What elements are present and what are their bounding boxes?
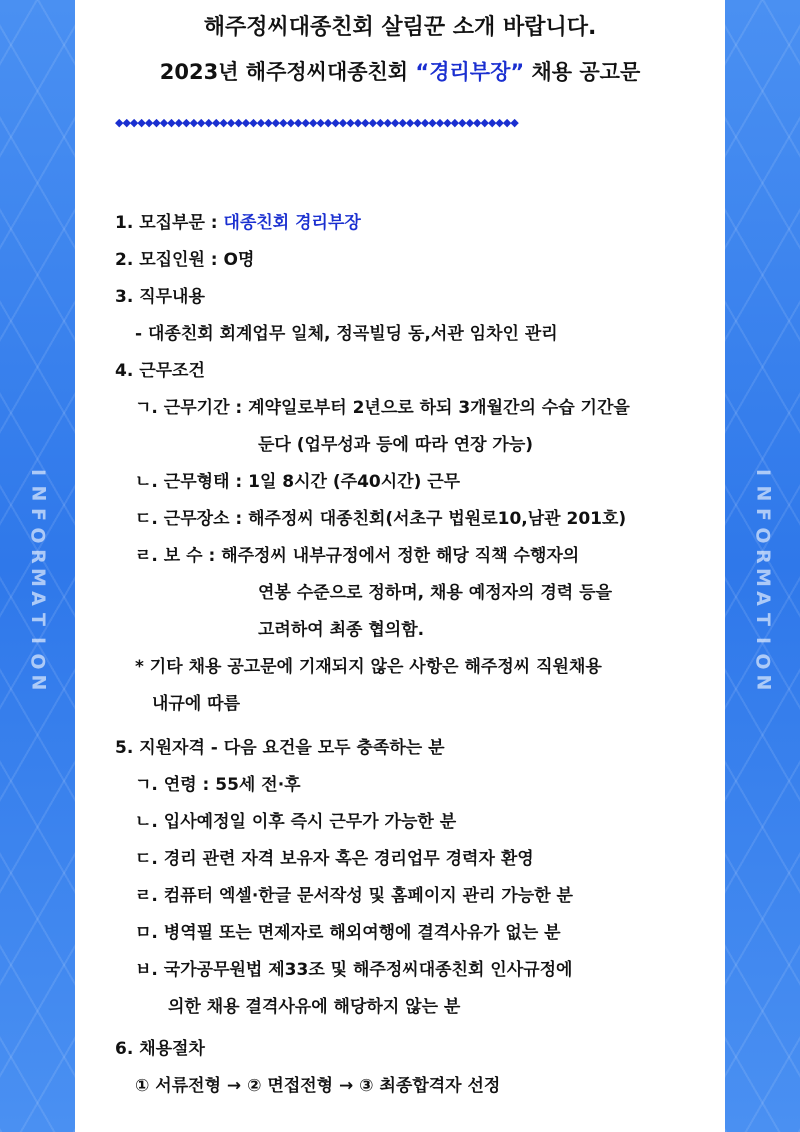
section-4-period: ㄱ. 근무기간 : 계약일로부터 2년으로 하되 3개월간의 수습 기간을 [135, 398, 630, 418]
side-label-letter: T [752, 613, 774, 626]
section-3-item: - 대종친회 회계업무 일체, 정곡빌딩 동,서관 임차인 관리 [135, 324, 558, 344]
subtitle-prefix: 2023년 해주정씨대종친회 [159, 60, 416, 84]
subtitle-highlight: “경리부장” [415, 60, 525, 84]
side-label-right [725, 462, 800, 693]
page-title: 해주정씨대종친회 살림꾼 소개 바랍니다. [203, 15, 597, 40]
side-label-letter: F [26, 508, 49, 521]
side-label-letter: A [752, 591, 774, 606]
section-1-label: 1. 모집부문 : [115, 213, 224, 233]
section-4-period-cont: 둔다 (업무성과 등에 따라 연장 가능) [258, 435, 534, 455]
side-label-letter: I [751, 468, 774, 477]
side-label-letter: F [751, 508, 774, 521]
side-label-letter: I [26, 636, 49, 645]
side-label-letter: R [26, 549, 49, 564]
section-5-computer: ㄹ. 컴퓨터 엑셀·한글 문서작성 및 홈페이지 관리 가능한 분 [135, 886, 573, 906]
side-label-letter: O [27, 653, 49, 670]
side-label-left [0, 462, 75, 693]
side-label-letter: O [752, 527, 774, 544]
side-label-letter: R [751, 549, 774, 564]
section-5-law-cont: 의한 채용 결격사유에 해당하지 않는 분 [168, 997, 461, 1017]
page-subtitle [75, 56, 725, 86]
side-label-letter: T [27, 613, 49, 626]
section-4-place: ㄷ. 근무장소 : 해주정씨 대종친회(서초구 법원로10,남관 201호) [135, 509, 627, 529]
section-6: 6. 채용절차 [115, 1039, 205, 1059]
diamond-divider: ◆◆◆◆◆◆◆◆◆◆◆◆◆◆◆◆◆◆◆◆◆◆◆◆◆◆◆◆◆◆◆◆◆◆◆◆◆◆◆◆◆◆◆◆◆◆◆◆◆◆◆◆◆◆ [115, 116, 518, 129]
side-label-letter: N [752, 674, 774, 691]
side-label-letter: O [752, 653, 774, 670]
right-decorative-band [725, 0, 800, 1132]
section-1-value: 대종친회 경리부장 [223, 213, 361, 233]
section-3: 3. 직무내용 [115, 287, 205, 307]
side-label-letter: M [751, 568, 774, 587]
section-4-note-cont: 내규에 따름 [152, 694, 241, 714]
section-4-pay-cont-1: 연봉 수준으로 정하며, 채용 예정자의 경력 등을 [258, 583, 612, 603]
section-4-note: * 기타 채용 공고문에 기재되지 않은 사항은 해주정씨 직원채용 [135, 657, 602, 677]
section-4-type: ㄴ. 근무형태 : 1일 8시간 (주40시간) 근무 [135, 472, 461, 492]
section-5-age: ㄱ. 연령 : 55세 전·후 [135, 775, 301, 795]
side-label-letter: I [26, 468, 49, 477]
section-4: 4. 근무조건 [115, 361, 205, 381]
section-4-pay: ㄹ. 보 수 : 해주정씨 내부규정에서 정한 해당 직책 수행자의 [135, 546, 580, 566]
side-label-letter: I [751, 636, 774, 645]
section-5: 5. 지원자격 - 다음 요건을 모두 충족하는 분 [115, 738, 445, 758]
section-2: 2. 모집인원 : O명 [115, 250, 255, 270]
side-label-letter: M [26, 568, 49, 587]
section-1 [115, 208, 361, 233]
section-6-steps: ① 서류전형 → ② 면접전형 → ③ 최종합격자 선정 [135, 1076, 501, 1096]
side-label-letter: N [27, 674, 49, 691]
side-label-letter: N [752, 485, 774, 502]
section-5-law: ㅂ. 국가공무원법 제33조 및 해주정씨대종친회 인사규정에 [135, 960, 573, 980]
side-label-letter: A [27, 591, 49, 606]
section-5-availability: ㄴ. 입사예정일 이후 즉시 근무가 가능한 분 [135, 812, 457, 832]
section-4-pay-cont-2: 고려하여 최종 협의함. [258, 620, 425, 640]
side-label-letter: O [27, 527, 49, 544]
side-label-letter: N [27, 485, 49, 502]
left-decorative-band [0, 0, 75, 1132]
section-5-military: ㅁ. 병역필 또는 면제자로 해외여행에 결격사유가 없는 분 [135, 923, 561, 943]
section-5-qualification: ㄷ. 경리 관련 자격 보유자 혹은 경리업무 경력자 환영 [135, 849, 534, 869]
document-page [75, 0, 725, 1132]
subtitle-suffix: 채용 공고문 [524, 60, 641, 84]
